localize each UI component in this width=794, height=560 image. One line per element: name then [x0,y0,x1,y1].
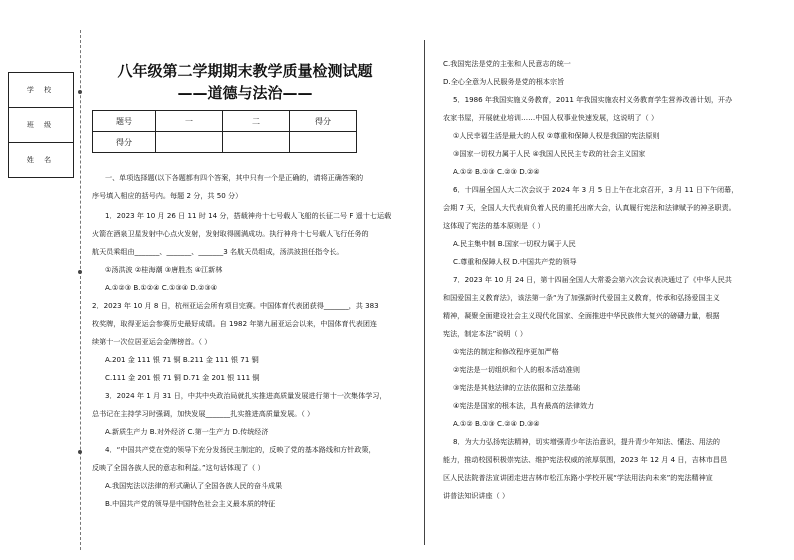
text-line: 宪法，制定本法”说明（ ） [443,329,527,338]
text-line: 精神，凝聚全面建设社会主义现代化国家、全面推进中华民族伟大复兴的磅礴力量，根据 [443,311,720,320]
text-line: A.我国宪法以法律的形式确认了全国各族人民的奋斗成果 [105,481,283,490]
text-line: A.新质生产力 B.对外经济 C.第一生产力 D.传统经济 [105,427,269,436]
text-line: 反映了全国各族人民的意志和利益。”这句话体现了（ ） [92,463,265,472]
text-line: 3．2024 年 1 月 31 日，中共中央政治局就扎实推进高质量发展进行第十一次集体学习， [105,391,387,400]
binding-dot [78,450,82,454]
text-line: C.我国宪法是党的主张和人民意志的统一 [443,59,571,68]
school-field[interactable] [9,73,73,108]
text-line: 能力，推动校园积极崇宪法、维护宪法权威的浓厚氛围，2023 年 12 月 4 日，吉林市昌邑 [443,455,728,464]
text-line: A.201 金 111 银 71 铜 B.211 金 111 银 71 铜 [105,355,259,364]
text-line: ④宪法是国家的根本法，具有最高的法律效力 [453,401,595,410]
text-line: C.111 金 201 银 71 铜 D.71 金 201 银 111 铜 [105,373,260,382]
name-field[interactable] [9,143,73,177]
name-label: 姓 名 [26,156,56,164]
score-header-cell: 一 [156,111,223,132]
score-cell[interactable] [290,132,357,153]
student-info-box [8,72,74,178]
binding-line [80,30,81,550]
text-line: 一、单项选择题(以下各题都有四个答案，其中只有一个是正确的，请将正确答案的 [105,173,364,182]
text-line: C.尊重和保障人权 D.中国共产党的领导 [453,257,577,266]
text-line: A.民主集中制 B.国家一切权力属于人民 [453,239,576,248]
text-line: 2．2023 年 10 月 8 日，杭州亚运会所有项目完赛。中国体育代表团获得_______，共 383 [92,301,379,310]
text-line: A.①② B.①③ C.②③ D.②④ [453,167,540,176]
exam-title: 八年级第二学期期末教学质量检测试题 [117,62,373,80]
text-line: D.全心全意为人民服务是党的根本宗旨 [443,77,565,86]
text-line: 8．为大力弘扬宪法精神，切实增强青少年法治意识，提升青少年知法、懂法、用法的 [453,437,720,446]
text-line: 5．1986 年我国实施义务教育，2011 年我国实施农村义务教育学生营养改善计划，开办 [453,95,733,104]
score-cell[interactable] [156,132,223,153]
text-line: ①人民幸福生活是最大的人权 ②尊重和保障人权是我国的宪法原则 [453,131,660,140]
score-table [92,110,357,153]
binding-dot [78,90,82,94]
score-row-label: 得分 [93,132,156,153]
text-line: 6．十四届全国人大二次会议于 2024 年 3 月 5 日上午在北京召开，3 月 11 日下午闭幕， [453,185,739,194]
score-header-cell: 题号 [93,111,156,132]
text-line: ①汤洪波 ②桂海潮 ③唐胜杰 ④江新林 [105,265,223,274]
class-label: 班 级 [26,121,56,129]
text-line: 续第十一次位居亚运会金牌榜首。（ ） [92,337,212,346]
binding-dot [78,270,82,274]
text-line: A.①②③ B.①②④ C.①③④ D.②③④ [105,283,218,292]
class-field[interactable] [9,108,73,143]
score-header-cell: 得分 [290,111,357,132]
text-line: 7．2023 年 10 月 24 日，第十四届全国人大常委会第六次会议表决通过了《中华人民共 [453,275,732,284]
text-line: ②宪法是一切组织和个人的根本活动准则 [453,365,580,374]
column-divider [424,40,425,545]
text-line: ③国家一切权力属于人民 ④我国人民民主专政的社会主义国家 [453,149,646,158]
text-line: 4．“中国共产党在党的领导下充分发扬民主制定的，反映了党的基本路线和方针政策， [105,445,376,454]
score-header-cell: 二 [223,111,290,132]
text-line: 讲普法知识讲座（ ） [443,491,510,500]
text-line: 这体现了宪法的基本原则是（ ） [443,221,545,230]
score-row [93,132,357,153]
exam-subtitle: ——道德与法治—— [177,84,313,102]
school-label: 学 校 [26,86,56,94]
text-line: B.中国共产党的领导是中国特色社会主义最本质的特征 [105,499,276,508]
text-line: 会期 7 天，全国人大代表肩负着人民的重托出席大会，认真履行宪法和法律赋予的神圣职责。 [443,203,736,212]
text-line: A.①② B.①③ C.②④ D.③④ [453,419,540,428]
text-line: 总书记在主持学习时强调，加快发展_______扎实推进高质量发展。（ ） [92,409,315,418]
text-line: 1．2023 年 10 月 26 日 11 时 14 分，搭载神舟十七号载人飞船的长征二号 F 遥十七运载 [105,211,392,220]
text-line: 农家书屋，开展就业培训……中国人权事业快速发展，这说明了（ ） [443,113,659,122]
text-line: 火箭在酒泉卫星发射中心点火发射，发射取得圆满成功。执行神舟十七号载人飞行任务的 [92,229,369,238]
text-line: ③宪法是其他法律的立法依据和立法基础 [453,383,580,392]
text-line: 航天员乘组由_______、_______、_______3 名航天员组成，汤洪波担任指令长。 [92,247,344,256]
score-cell[interactable] [223,132,290,153]
score-header-row [93,111,357,132]
text-line: 序号填入相应的括号内。每题 2 分，共 50 分） [92,191,243,200]
text-line: 和国爱国主义教育法》，该法第一条“为了加强新时代爱国主义教育，传承和弘扬爱国主义 [443,293,720,302]
text-line: 枚奖牌，取得亚运会参赛历史最好成绩。自 1982 年第九届亚运会以来，中国体育代表团连 [92,319,378,328]
text-line: 区人民法院普法宣讲团走进吉林市松江东路小学校开展“学法用法向未来”的宪法精神宣 [443,473,713,482]
text-line: ①宪法的制定和修改程序更加严格 [453,347,559,356]
